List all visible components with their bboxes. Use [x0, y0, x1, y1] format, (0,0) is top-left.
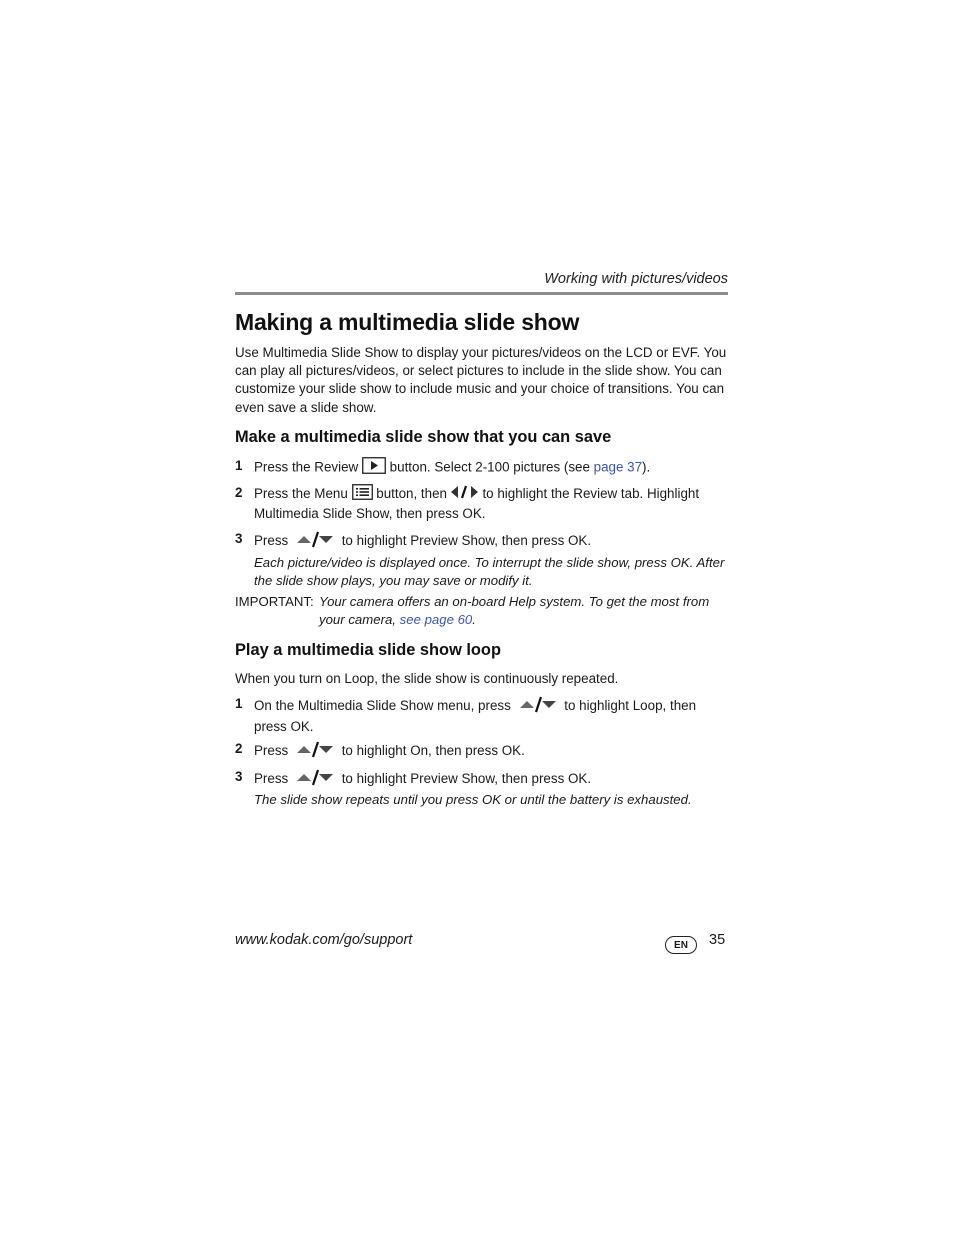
- up-down-icon: [296, 740, 334, 763]
- section1-step-1: 1 Press the Review button. Select 2-100 pictures (see page 37).: [235, 457, 728, 479]
- section2-heading: Play a multimedia slide show loop: [235, 641, 501, 659]
- step-number: 2: [235, 485, 243, 500]
- intro-paragraph: Use Multimedia Slide Show to display your pictures/videos on the LCD or EVF. You can play all pictures/videos, or select pictures to include in the slide show. You can customize your slide show to include music and your choice of transitions. You can even save a slide show.: [235, 345, 727, 415]
- review-icon: [362, 457, 386, 479]
- support-url[interactable]: www.kodak.com/go/support: [235, 932, 413, 948]
- page-37-link[interactable]: page 37: [593, 459, 643, 475]
- up-down-icon: [519, 695, 557, 718]
- page-number: 35: [709, 932, 726, 948]
- important-label: IMPORTANT:: [235, 594, 314, 609]
- section2-step-1: 1 On the Multimedia Slide Show menu, press to highlight Loop, then press OK.: [235, 696, 697, 735]
- important-note: IMPORTANT: Your camera offers an on-board Help system. To get the most from your camera, see page 60.: [235, 594, 710, 627]
- left-right-icon: [451, 484, 479, 505]
- section1-step-2: 2 Press the Menu button, then to highlight the Review tab. Highlight Multimedia Slide Show, then press OK.: [235, 485, 700, 522]
- section1-step-3: 3 Press to highlight Preview Show, then press OK.: [235, 530, 728, 553]
- section2-step-2: 2 Press to highlight On, then press OK.: [235, 740, 728, 763]
- header-rule: [235, 292, 728, 295]
- step-number: 3: [235, 769, 243, 784]
- section1-note: Each picture/video is displayed once. To interrupt the slide show, press OK. After the slide show plays, you may save or modify it.: [254, 555, 725, 588]
- running-head: Working with pictures/videos: [544, 271, 728, 287]
- up-down-icon: [296, 530, 334, 553]
- menu-icon: [352, 484, 373, 505]
- page-title: Making a multimedia slide show: [235, 309, 580, 335]
- language-badge: EN: [665, 936, 697, 954]
- section1-heading: Make a multimedia slide show that you can save: [235, 428, 612, 446]
- section2-step-3: 3 Press to highlight Preview Show, then press OK.: [235, 768, 728, 791]
- page-60-link[interactable]: see page 60: [399, 611, 473, 627]
- step-number: 1: [235, 696, 243, 711]
- step-number: 1: [235, 458, 243, 473]
- step-number: 2: [235, 741, 243, 756]
- section2-note: The slide show repeats until you press OK or until the battery is exhausted.: [254, 792, 692, 807]
- up-down-icon: [296, 768, 334, 791]
- section2-intro: When you turn on Loop, the slide show is continuously repeated.: [235, 671, 619, 686]
- step-number: 3: [235, 531, 243, 546]
